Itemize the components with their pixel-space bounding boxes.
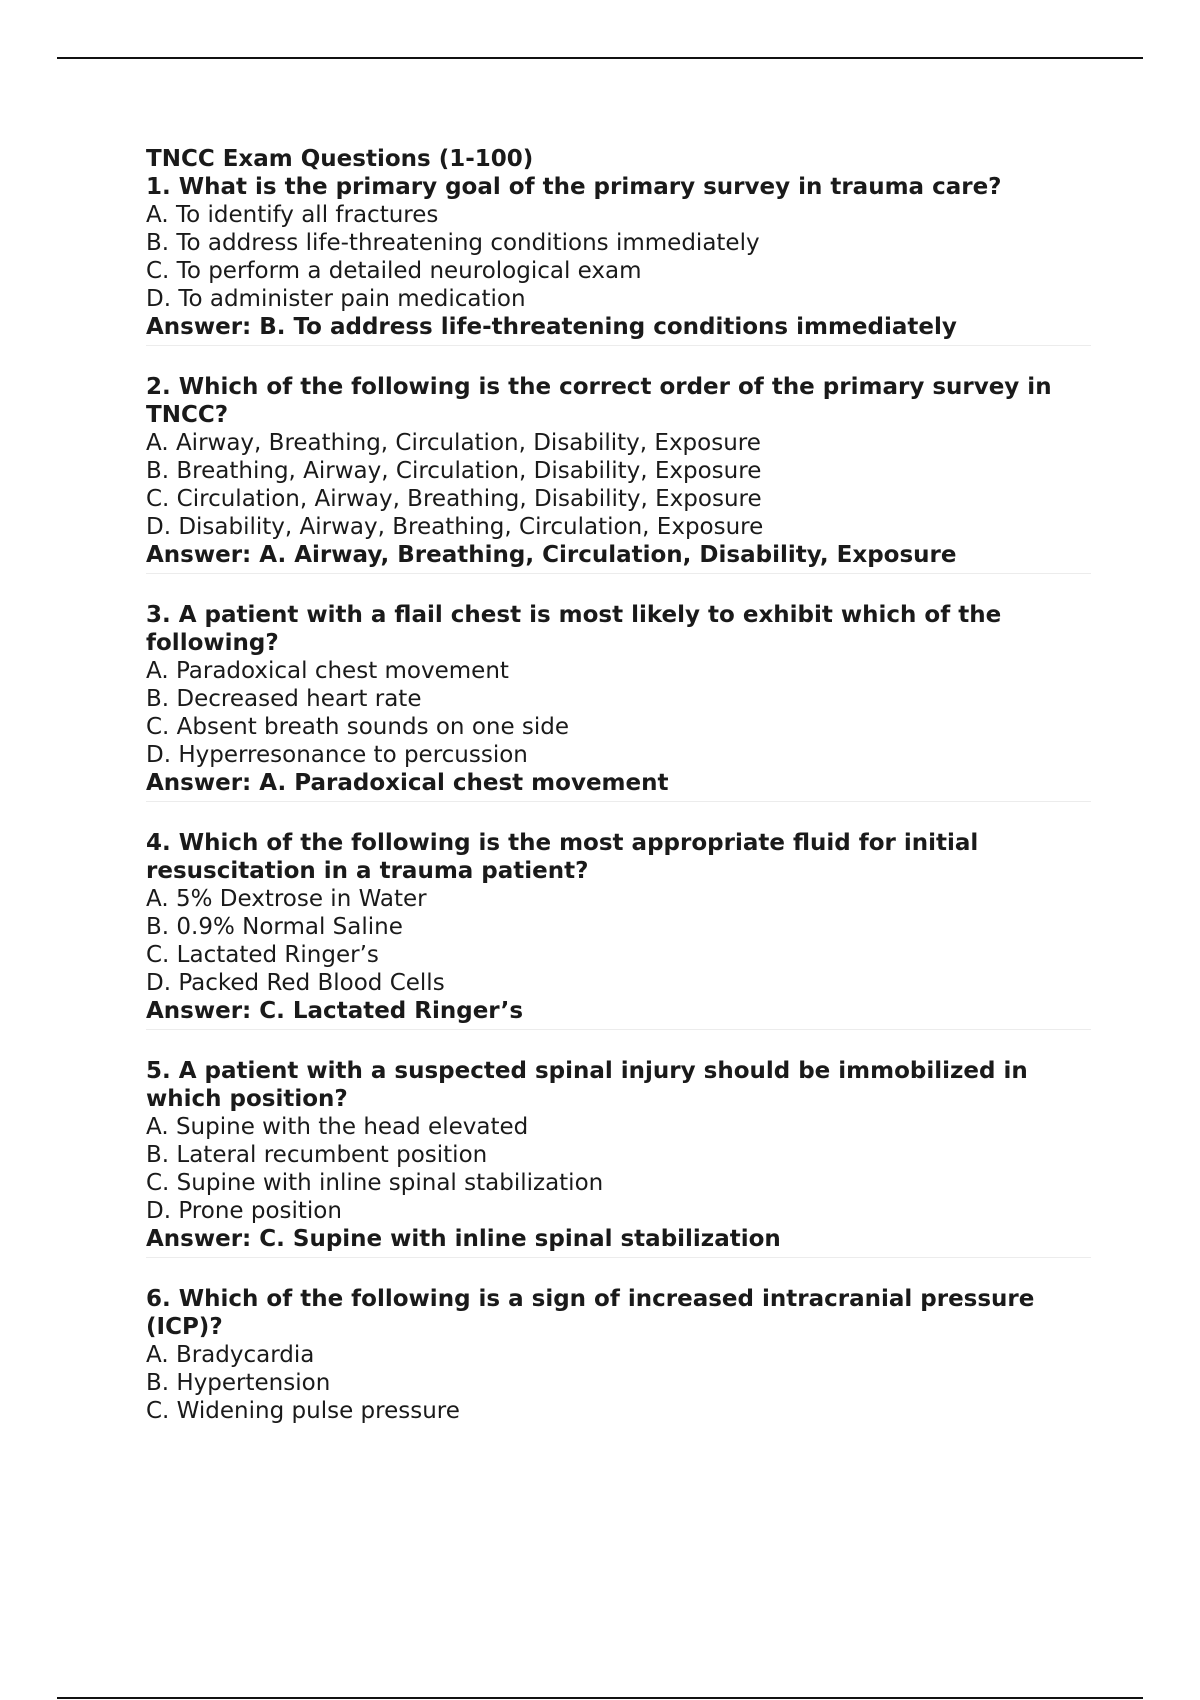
document-body: [146, 145, 1091, 1425]
document-title: TNCC Exam Questions (1-100): [146, 146, 534, 172]
option-a: A. To identify all fractures: [146, 202, 439, 228]
separator: [146, 1029, 1091, 1030]
option-d: D. To administer pain medication: [146, 286, 526, 312]
answer: Answer: A. Paradoxical chest movement: [146, 770, 669, 796]
footer-rule: [57, 1697, 1143, 1699]
separator: [146, 573, 1091, 574]
option-a: A. Bradycardia: [146, 1342, 315, 1368]
option-b: B. Decreased heart rate: [146, 686, 422, 712]
option-b: B. Lateral recumbent position: [146, 1142, 488, 1168]
answer: Answer: A. Airway, Breathing, Circulation, Disability, Exposure: [146, 542, 957, 568]
option-d: D. Packed Red Blood Cells: [146, 970, 445, 996]
question-text: 4. Which of the following is the most appropriate fluid for initial resuscitation in a trauma patient?: [146, 830, 979, 884]
question-text: 3. A patient with a flail chest is most likely to exhibit which of the following?: [146, 602, 1002, 656]
header-rule: [57, 57, 1143, 59]
option-d: D. Prone position: [146, 1198, 342, 1224]
option-c: C. Lactated Ringer’s: [146, 942, 379, 968]
question-text: 6. Which of the following is a sign of increased intracranial pressure (ICP)?: [146, 1286, 1035, 1340]
separator: [146, 345, 1091, 346]
answer: Answer: C. Lactated Ringer’s: [146, 998, 524, 1024]
separator: [146, 1257, 1091, 1258]
question-6: [146, 1285, 1091, 1425]
question-1: [146, 173, 1091, 346]
question-2: [146, 373, 1091, 574]
option-c: C. Widening pulse pressure: [146, 1398, 460, 1424]
answer: Answer: C. Supine with inline spinal stabilization: [146, 1226, 781, 1252]
option-b: B. To address life-threatening conditions immediately: [146, 230, 760, 256]
option-a: A. 5% Dextrose in Water: [146, 886, 427, 912]
option-a: A. Airway, Breathing, Circulation, Disability, Exposure: [146, 430, 761, 456]
option-d: D. Hyperresonance to percussion: [146, 742, 528, 768]
option-c: C. To perform a detailed neurological exam: [146, 258, 642, 284]
answer: Answer: B. To address life-threatening conditions immediately: [146, 314, 957, 340]
question-4: [146, 829, 1091, 1030]
option-c: C. Circulation, Airway, Breathing, Disability, Exposure: [146, 486, 762, 512]
option-b: B. 0.9% Normal Saline: [146, 914, 403, 940]
question-text: 1. What is the primary goal of the primary survey in trauma care?: [146, 174, 1002, 200]
option-d: D. Disability, Airway, Breathing, Circulation, Exposure: [146, 514, 764, 540]
question-3: [146, 601, 1091, 802]
option-b: B. Breathing, Airway, Circulation, Disability, Exposure: [146, 458, 762, 484]
question-text: 5. A patient with a suspected spinal injury should be immobilized in which position?: [146, 1058, 1028, 1112]
option-a: A. Paradoxical chest movement: [146, 658, 509, 684]
option-c: C. Absent breath sounds on one side: [146, 714, 570, 740]
option-b: B. Hypertension: [146, 1370, 331, 1396]
option-c: C. Supine with inline spinal stabilization: [146, 1170, 604, 1196]
question-text: 2. Which of the following is the correct order of the primary survey in TNCC?: [146, 374, 1052, 428]
separator: [146, 801, 1091, 802]
question-5: [146, 1057, 1091, 1258]
option-a: A. Supine with the head elevated: [146, 1114, 529, 1140]
